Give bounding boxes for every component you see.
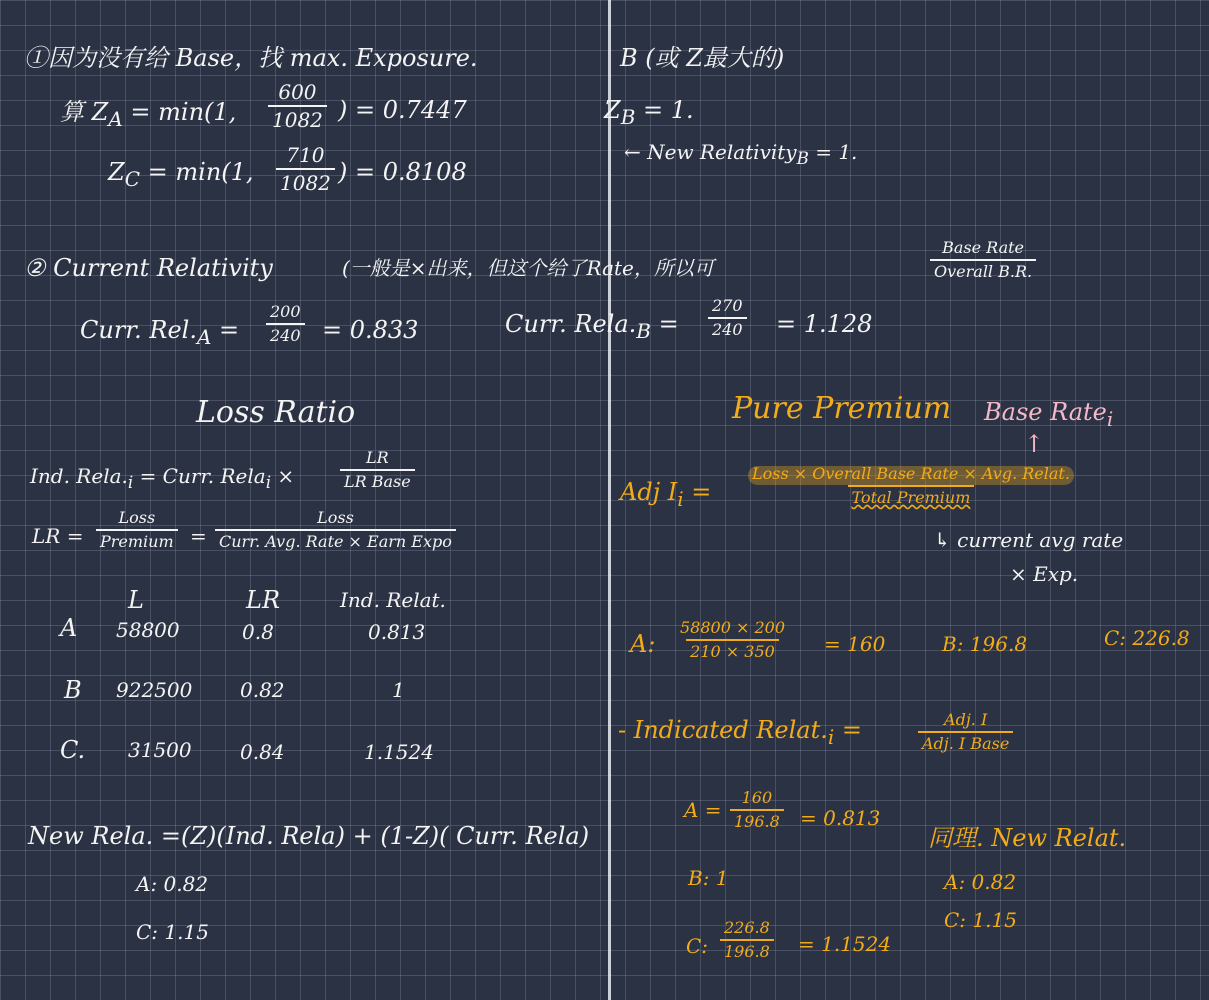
curr-rel-b-value: = 1.128: [776, 310, 873, 338]
row-ind: 1: [392, 678, 405, 702]
zc-line: $Z_C = \min(1$,: [108, 158, 254, 191]
lr-equals: =: [190, 524, 207, 548]
page-divider: [608, 0, 611, 1000]
same-new-relat-c: C: 1.15: [944, 908, 1017, 932]
same-new-relat-a: A: 0.82: [944, 870, 1017, 894]
row-name: B: [64, 676, 82, 704]
adj-i-fraction: Loss × Overall Base Rate × Avg. Relat. Total Premium: [748, 466, 1074, 507]
new-rela-a: A: 0.82: [136, 872, 209, 896]
row-l: 922500: [116, 678, 193, 702]
row-lr: 0.82: [240, 678, 285, 702]
zc-result: ) = 0.8108: [338, 158, 467, 186]
zb-line: $Z_B = 1$.: [604, 96, 694, 129]
ind-a-value: = 0.813: [800, 806, 881, 830]
curr-rel-b-fraction: $\frac{270}{240}$: [708, 298, 747, 339]
lr-lhs: LR =: [32, 524, 84, 548]
new-relativity-b: ← New Relativity$_B$ = 1.: [624, 140, 858, 168]
loss-ratio-title: Loss Ratio: [196, 395, 356, 430]
adj-i-label: Adj $I_i$ =: [620, 478, 712, 511]
row-l: 31500: [128, 738, 192, 762]
pp-a-value: = 160: [824, 632, 886, 656]
za-line: 算 $Z_A = \min(1$,: [60, 98, 237, 131]
indicated-relat-label: - Indicated $Relat._i$ =: [618, 716, 862, 749]
ind-a-label: A =: [684, 798, 722, 822]
same-new-relat-label: 同理. New Relat.: [928, 824, 1127, 852]
pp-b-value: B: 196.8: [942, 632, 1028, 656]
row-lr: 0.8: [242, 620, 274, 644]
zc-sqrt-fraction: $\frac{710}{1082}$: [276, 145, 335, 194]
pp-c-value: C: 226.8: [1104, 626, 1190, 650]
row-lr: 0.84: [240, 740, 285, 764]
curr-rel-a-fraction: $\frac{200}{240}$: [266, 304, 305, 345]
col-l-header: L: [128, 586, 144, 614]
ind-a-fraction: $\frac{160}{196.8}$: [730, 790, 784, 831]
b-heading: B (或 Z最大的): [620, 44, 785, 72]
ind-c-value: = 1.1524: [798, 932, 892, 956]
pp-a-label: A:: [630, 630, 656, 658]
new-rela-c: C: 1.15: [136, 920, 209, 944]
ind-rela-formula: Ind. $Rela._i$ = Curr. Rela$_i$ ×: [30, 464, 295, 492]
row-name: C.: [60, 736, 86, 764]
za-result: ) = 0.7447: [338, 96, 467, 124]
base-rate-note: Base Rate$_i$: [984, 398, 1114, 431]
curr-rel-a-value: = 0.833: [322, 316, 419, 344]
curr-rel-b-label: Curr. $Rela._B$ =: [505, 310, 679, 343]
row-l: 58800: [116, 618, 180, 642]
ind-b-value: B: 1: [688, 866, 729, 890]
section-2-heading: ② Current Relativity: [24, 254, 273, 282]
curr-rel-a-label: Curr. $Rel._A$ =: [80, 316, 240, 349]
lr-fraction-2: Loss Curr. Avg. Rate × Earn Expo: [215, 510, 456, 551]
row-name: A: [60, 614, 78, 642]
new-rela-formula: New Rela. =(Z)(Ind. Rela) + (1-Z)( Curr. Rela): [28, 822, 590, 850]
ind-c-label: C:: [686, 934, 709, 958]
base-rate-fraction: Base Rate Overall B.R.: [930, 240, 1036, 281]
lr-fraction-1: Loss Premium: [96, 510, 178, 551]
exposure-note: × Exp.: [1010, 562, 1079, 586]
current-avg-rate-note: ↳ current avg rate: [934, 528, 1124, 552]
section-2-note: (一般是×出来，但这个给了Rate，所以可: [342, 256, 714, 280]
row-ind: 1.1524: [364, 740, 434, 764]
ind-rela-fraction: LR LR Base: [340, 450, 415, 491]
col-lr-header: LR: [246, 586, 281, 614]
col-ind-header: Ind. Relat.: [340, 588, 446, 612]
section-1-heading: ①因为没有给 Base，找 max. Exposure.: [24, 44, 478, 72]
row-ind: 0.813: [368, 620, 426, 644]
za-sqrt-fraction: $\frac{600}{1082}$: [268, 82, 327, 131]
pure-premium-title: Pure Premium: [732, 391, 952, 426]
indicated-relat-fraction: Adj. I Adj. I Base: [918, 712, 1013, 753]
up-arrow-icon: ↑: [1024, 430, 1045, 458]
pp-a-fraction: $\frac{58800 \times 200}{210 \times 350}$: [680, 618, 786, 661]
ind-c-fraction: $\frac{226.8}{196.8}$: [720, 920, 774, 961]
